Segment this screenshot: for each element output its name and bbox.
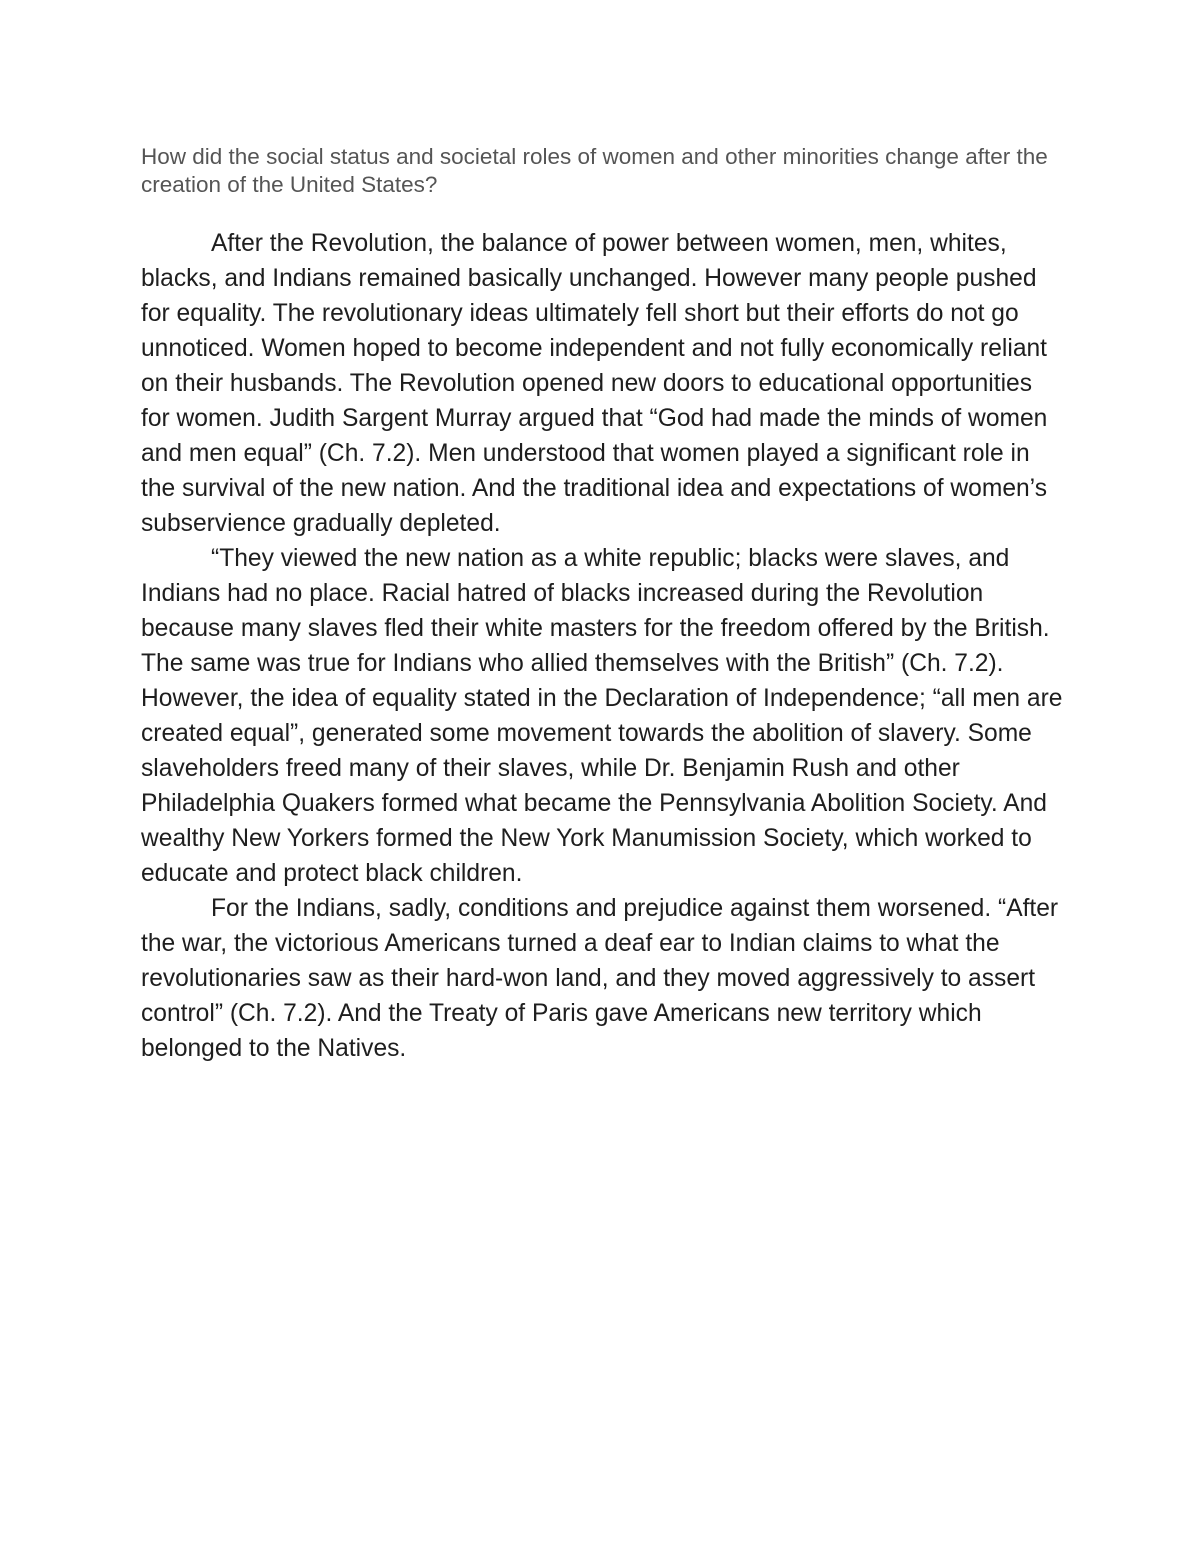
essay-paragraph-3: For the Indians, sadly, conditions and prejudice against them worsened. “After the war, the victorious Americans turned a deaf ear to Indian claims to what the revolutionaries saw as their hard-won land, and they moved aggressively to assert control” (Ch. 7.2). And the Treaty of Paris gave Americans new territory which belonged to the Natives. [141,895,1059,1062]
essay-body [141,226,1066,1066]
essay-paragraph-1: After the Revolution, the balance of power between women, men, whites, blacks, and Indians remained basically unchanged. However many people pushed for equality. The revolutionary ideas ultimately fell short but their efforts do not go unnoticed. Women hoped to become independent and not fully economically reliant on their husbands. The Revolution opened new doors to educational opportunities for women. Judith Sargent Murray argued that “God had made the minds of women and men equal” (Ch. 7.2). Men understood that women played a significant role in the survival of the new nation. And the traditional idea and expectations of women’s subservience gradually depleted. [141,230,1048,537]
essay-paragraph-2: “They viewed the new nation as a white republic; blacks were slaves, and Indians had no place. Racial hatred of blacks increased during the Revolution because many slaves fled their white masters for the freedom offered by the British. The same was true for Indians who allied themselves with the British” (Ch. 7.2). However, the idea of equality stated in the Declaration of Independence; “all men are created equal”, generated some movement towards the abolition of slavery. Some slaveholders freed many of their slaves, while Dr. Benjamin Rush and other Philadelphia Quakers formed what became the Pennsylvania Abolition Society. And wealthy New Yorkers formed the New York Manumission Society, which worked to educate and protect black children. [141,545,1063,887]
question-heading: How did the social status and societal roles of women and other minorities change after the creation of the United States? [141,144,1048,197]
